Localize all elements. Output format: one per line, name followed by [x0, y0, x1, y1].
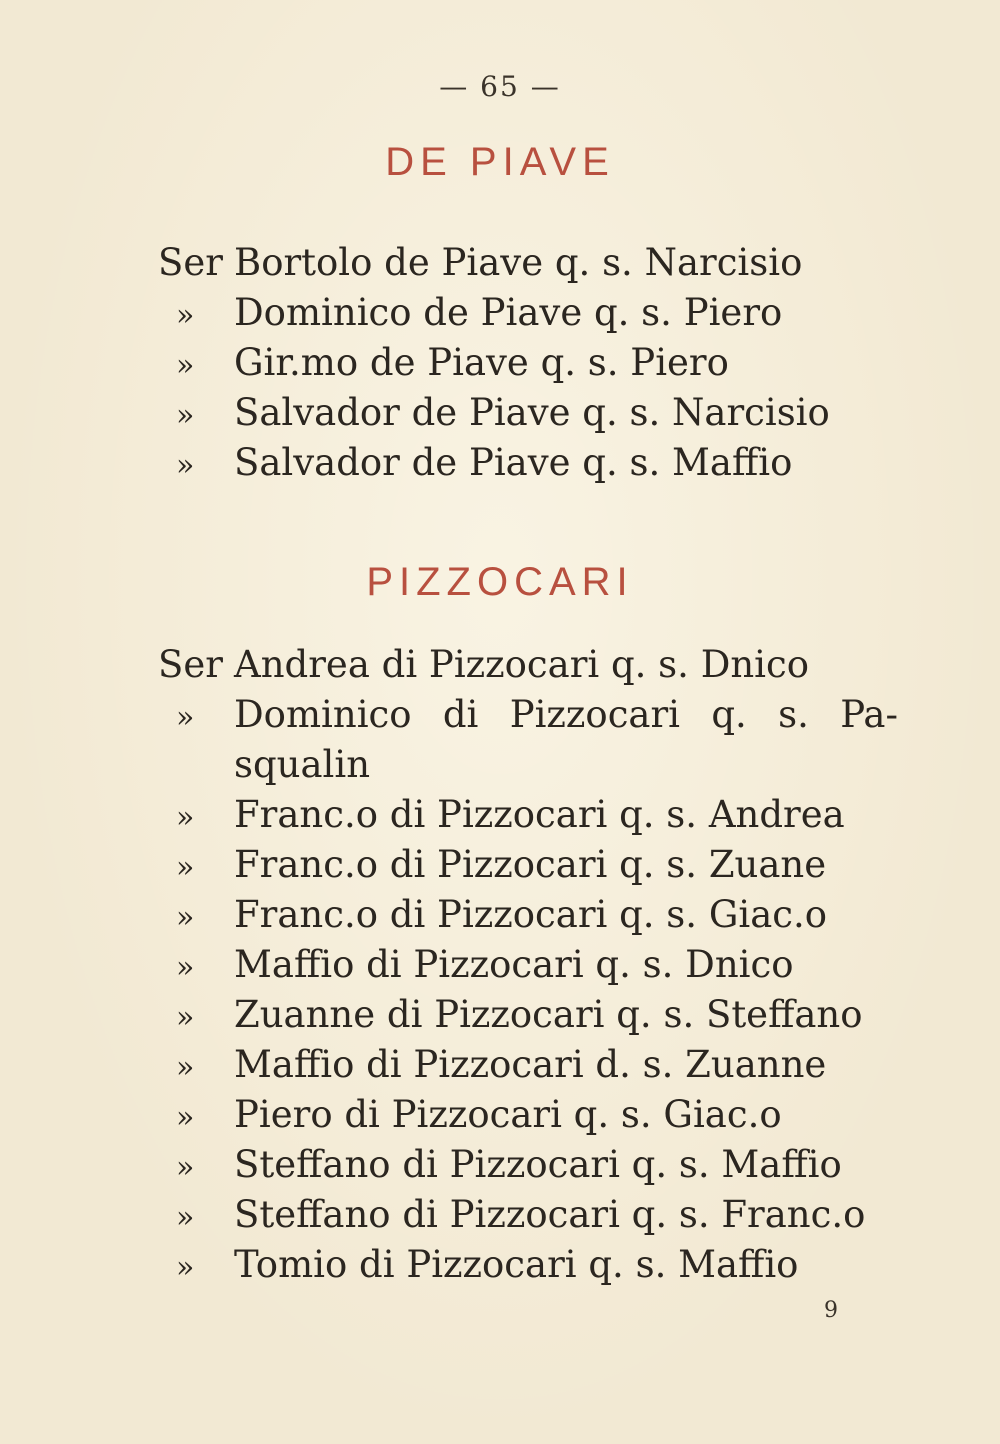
list-item [158, 288, 898, 338]
list-item [158, 1240, 898, 1290]
list-item [158, 438, 898, 488]
entry-prefix: » [176, 950, 195, 985]
entry-text: Maffio di Pizzocari q. s. Dnico [234, 943, 794, 986]
entry-text: Steffano di Pizzocari q. s. Maffio [234, 1143, 842, 1186]
entry-text: Piero di Pizzocari q. s. Giac.o [234, 1093, 782, 1136]
entry-text: Salvador de Piave q. s. Maffio [234, 441, 793, 484]
folio-mark: 9 [824, 1298, 838, 1323]
list-item [158, 640, 898, 690]
entry-prefix: » [176, 900, 195, 935]
entry-prefix: » [176, 1100, 195, 1135]
entry-prefix: » [176, 448, 195, 483]
entry-text: Steffano di Pizzocari q. s. Franc.o [234, 1193, 866, 1236]
list-item [158, 1040, 898, 1090]
entry-text: Maffio di Pizzocari d. s. Zuanne [234, 1043, 827, 1086]
entry-prefix: » [176, 700, 195, 735]
entry-text: Dominico de Piave q. s. Piero [234, 291, 783, 334]
entry-text: Bortolo de Piave q. s. Narcisio [234, 241, 803, 284]
entry-text: Salvador de Piave q. s. Narcisio [234, 391, 830, 434]
entry-text: Franc.o di Pizzocari q. s. Giac.o [234, 893, 828, 936]
list-item [158, 940, 898, 990]
entry-prefix: » [176, 1150, 195, 1185]
list-item [158, 238, 898, 288]
entry-text: Gir.mo de Piave q. s. Piero [234, 341, 729, 384]
entry-text: Zuanne di Pizzocari q. s. Steffano [234, 993, 863, 1036]
entry-list-pizzocari [158, 640, 898, 1290]
list-item [158, 690, 898, 790]
entry-prefix: » [176, 348, 195, 383]
entry-prefix: » [176, 298, 195, 333]
entry-prefix: » [176, 1200, 195, 1235]
page-number: — 65 — [439, 70, 561, 103]
entry-prefix: » [176, 1050, 195, 1085]
entry-text: Andrea di Pizzocari q. s. Dnico [234, 643, 810, 686]
list-item [158, 1090, 898, 1140]
entry-text: Franc.o di Pizzocari q. s. Zuane [234, 843, 827, 886]
entry-list-de-piave [158, 238, 898, 488]
entry-prefix: » [176, 1250, 195, 1285]
list-item [158, 1140, 898, 1190]
entry-text: Franc.o di Pizzocari q. s. Andrea [234, 793, 845, 836]
entry-prefix: » [176, 398, 195, 433]
section-title-pizzocari: PIZZOCARI [366, 560, 634, 604]
list-item [158, 338, 898, 388]
entry-text: Dominico di Pizzocari q. s. Pa- squalin [234, 693, 898, 786]
entry-prefix: » [176, 850, 195, 885]
entry-prefix: » [176, 800, 195, 835]
entry-prefix: Ser [158, 241, 223, 284]
list-item [158, 1190, 898, 1240]
entry-prefix: Ser [158, 643, 223, 686]
list-item [158, 840, 898, 890]
entry-prefix: » [176, 1000, 195, 1035]
section-title-de-piave: DE PIAVE [385, 140, 615, 184]
list-item [158, 388, 898, 438]
list-item [158, 990, 898, 1040]
list-item [158, 890, 898, 940]
list-item [158, 790, 898, 840]
entry-text: Tomio di Pizzocari q. s. Maffio [234, 1243, 799, 1286]
